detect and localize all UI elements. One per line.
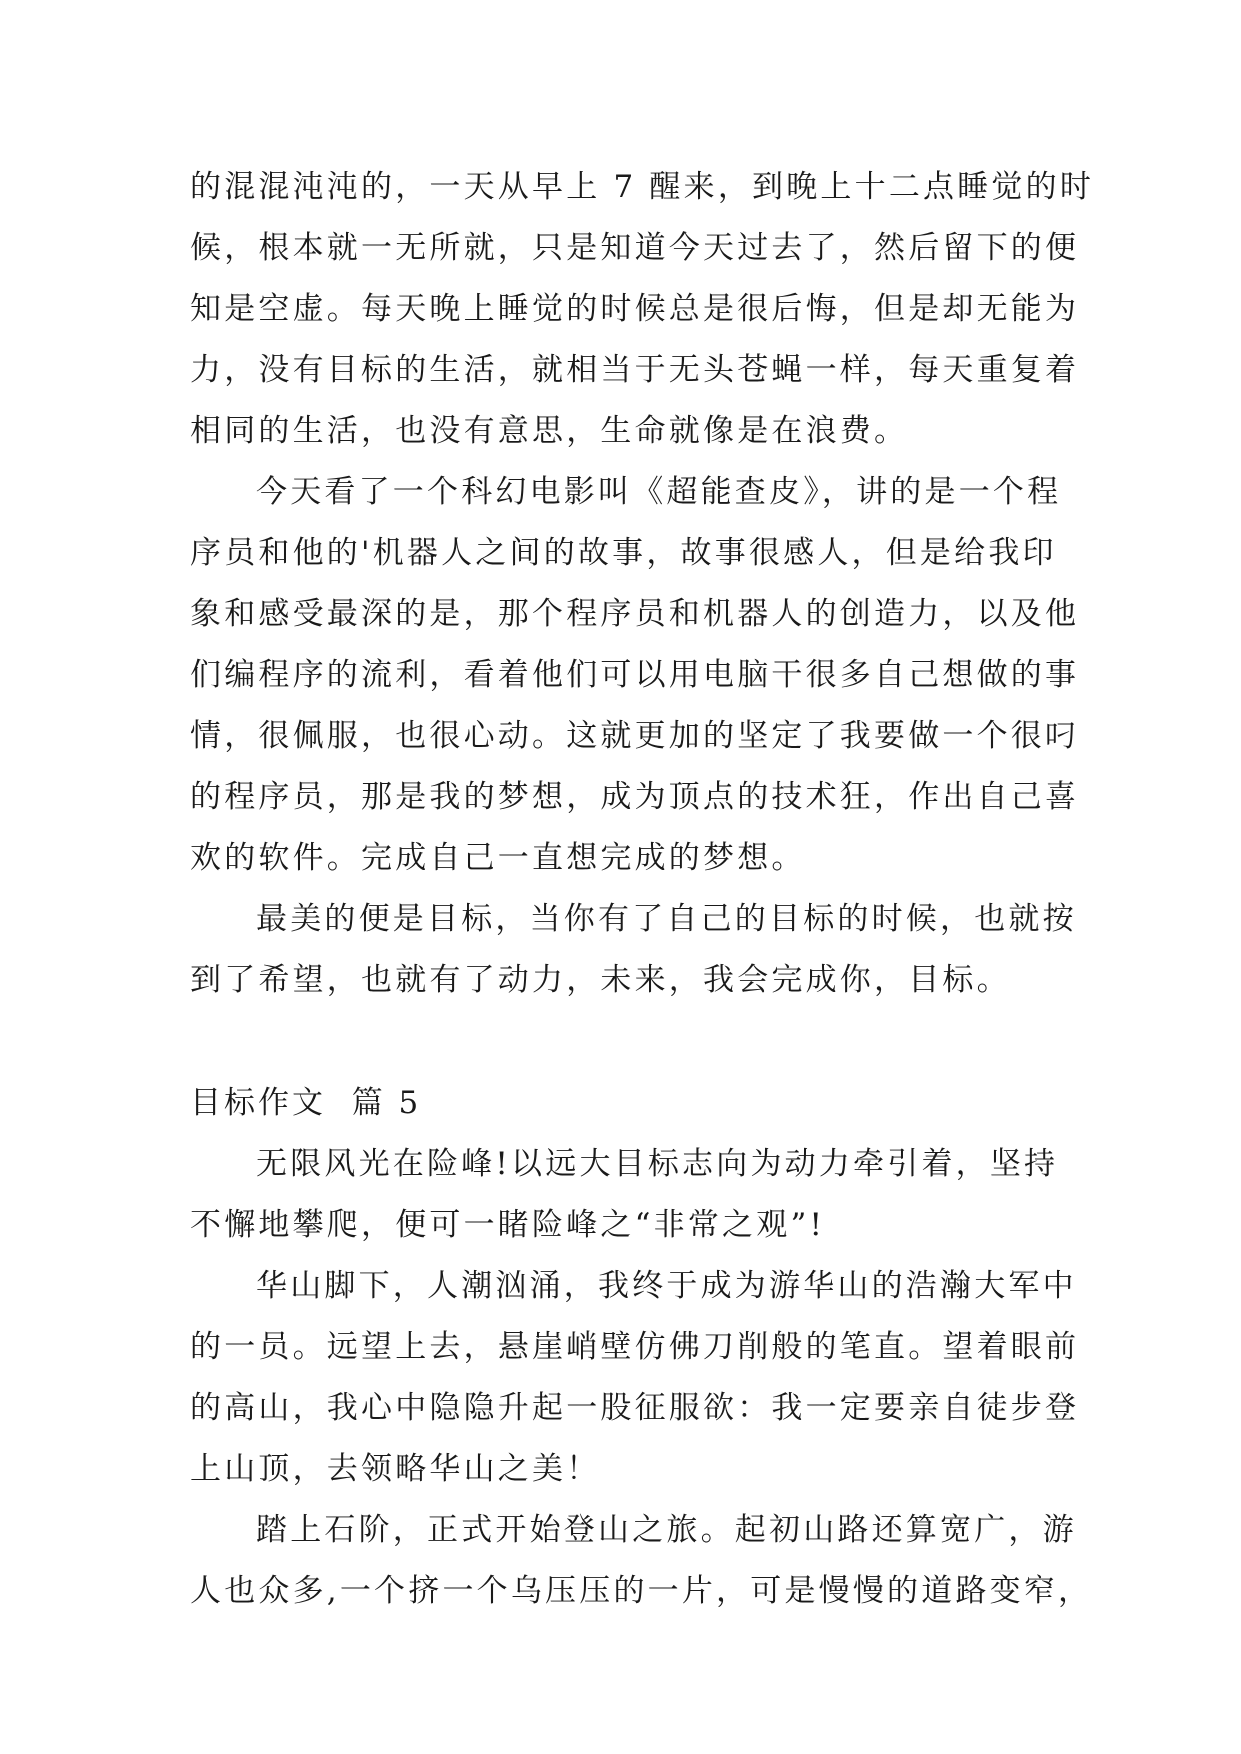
- paragraph: [190, 1500, 1093, 1622]
- paragraph: [190, 1134, 1059, 1256]
- paragraph: [190, 1256, 1080, 1500]
- text-line: 象和感受最深的是，那个程序员和机器人的创造力，以及他: [190, 596, 1080, 632]
- text-line: 到了希望，也就有了动力，未来，我会完成你，目标。: [190, 962, 1011, 998]
- text-line: 今天看了一个科幻电影叫《超能查皮》，讲的是一个程: [256, 474, 1062, 510]
- text-line: 候，根本就一无所就，只是知道今天过去了，然后留下的便: [190, 230, 1080, 266]
- text-line: 踏上石阶，正式开始登山之旅。起初山路还算宽广，游: [256, 1512, 1077, 1548]
- text-line: 不懈地攀爬，便可一睹险峰之“非常之观”!: [190, 1207, 826, 1243]
- text-line: 欢的软件。完成自己一直想完成的梦想。: [190, 840, 806, 876]
- paragraph: [190, 157, 1095, 462]
- text-line: 人也众多,一个挤一个乌压压的一片，可是慢慢的道路变窄，: [190, 1573, 1093, 1609]
- text-line: 的一员。远望上去，悬崖峭壁仿佛刀削般的笔直。望着眼前: [190, 1329, 1080, 1365]
- text-line: 的混混沌沌的，一天从早上 7 醒来，到晚上十二点睡觉的时: [190, 169, 1095, 205]
- text-line: 最美的便是目标，当你有了自己的目标的时候，也就按: [256, 901, 1077, 937]
- text-line: 华山脚下，人潮汹涌，我终于成为游华山的浩瀚大军中: [256, 1268, 1077, 1304]
- paragraph: [190, 462, 1080, 889]
- text-line: 情，很佩服，也很心动。这就更加的坚定了我要做一个很叼: [190, 718, 1080, 754]
- text-line: 们编程序的流利，看着他们可以用电脑干很多自己想做的事: [190, 657, 1080, 693]
- text-line: 力，没有目标的生活，就相当于无头苍蝇一样，每天重复着: [190, 352, 1080, 388]
- text-line: 无限风光在险峰!以远大目标志向为动力牵引着，坚持: [256, 1146, 1059, 1182]
- section-heading: 目标作文 篇 5: [190, 1085, 422, 1121]
- text-line: 序员和他的'机器人之间的故事，故事很感人，但是给我印: [190, 535, 1057, 571]
- text-line: 相同的生活，也没有意思，生命就像是在浪费。: [190, 413, 909, 449]
- document-page: [190, 157, 1095, 1622]
- paragraph: [190, 889, 1077, 1011]
- text-line: 上山顶，去领略华山之美！: [190, 1451, 601, 1487]
- text-line: 的程序员，那是我的梦想，成为顶点的技术狂，作出自己喜: [190, 779, 1080, 815]
- section-spacer: [190, 1011, 1050, 1073]
- text-line: 知是空虚。每天晚上睡觉的时候总是很后悔，但是却无能为: [190, 291, 1080, 327]
- text-line: 的高山，我心中隐隐升起一股征服欲：我一定要亲自徒步登: [190, 1390, 1080, 1426]
